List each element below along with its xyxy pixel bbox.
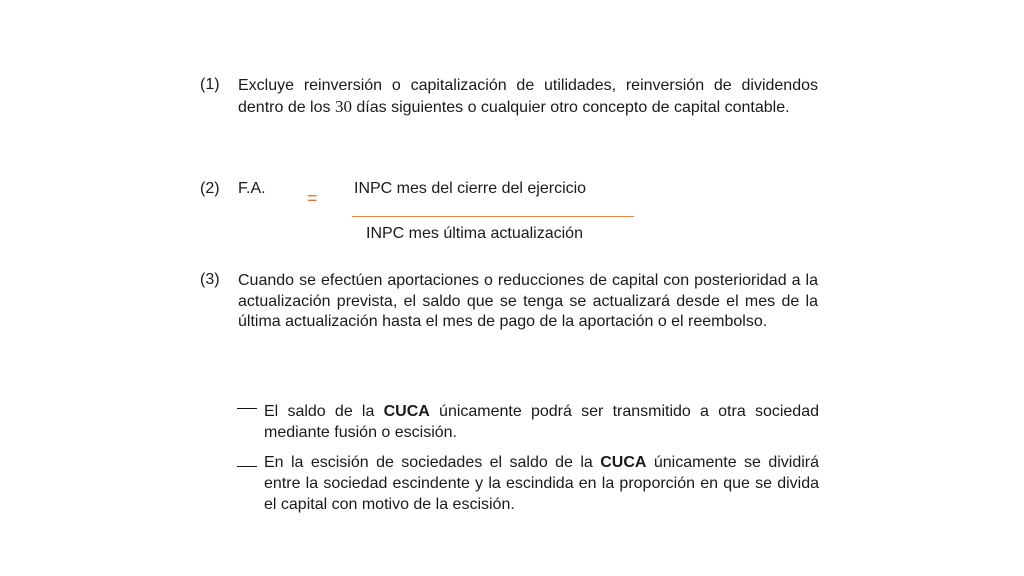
note-1-text: Excluye reinversión o capitalización de utilidades, reinversión de dividendos dentro de los 30 días siguientes o cualquier otro concepto de capital contable. (238, 77, 818, 116)
dash-bullet-icon (237, 408, 257, 409)
bullet-1-text: El saldo de la CUCA únicamente podrá ser transmitido a otra sociedad mediante fusión o escisión. (264, 403, 819, 441)
note-3-number: (3) (200, 271, 220, 288)
cuca-term: CUCA (383, 403, 430, 420)
note-1-days-number: 30 (334, 96, 352, 116)
cuca-term: CUCA (600, 454, 647, 471)
note-2-number: (2) (200, 180, 220, 197)
formula-denominator: INPC mes última actualización (366, 225, 583, 242)
fraction-bar (352, 216, 634, 217)
note-3-text: Cuando se efectúen aportaciones o reducciones de capital con posterioridad a la actualización prevista, el saldo que se tenga se actualizará desde el mes de la última actualización hasta el mes de pago de la aportación o el reembolso. (238, 272, 818, 330)
formula-equals-sign: = (307, 188, 318, 208)
bullet-2-text: En la escisión de sociedades el saldo de la CUCA únicamente se dividirá entre la sociedad escindente y la escindida en la proporción en que se divida el capital con motivo de la escisión. (264, 454, 820, 513)
formula-numerator: INPC mes del cierre del ejercicio (354, 180, 587, 197)
formula-label: F.A. (238, 180, 266, 197)
dash-bullet-icon (237, 466, 257, 467)
note-1-number: (1) (200, 76, 220, 93)
